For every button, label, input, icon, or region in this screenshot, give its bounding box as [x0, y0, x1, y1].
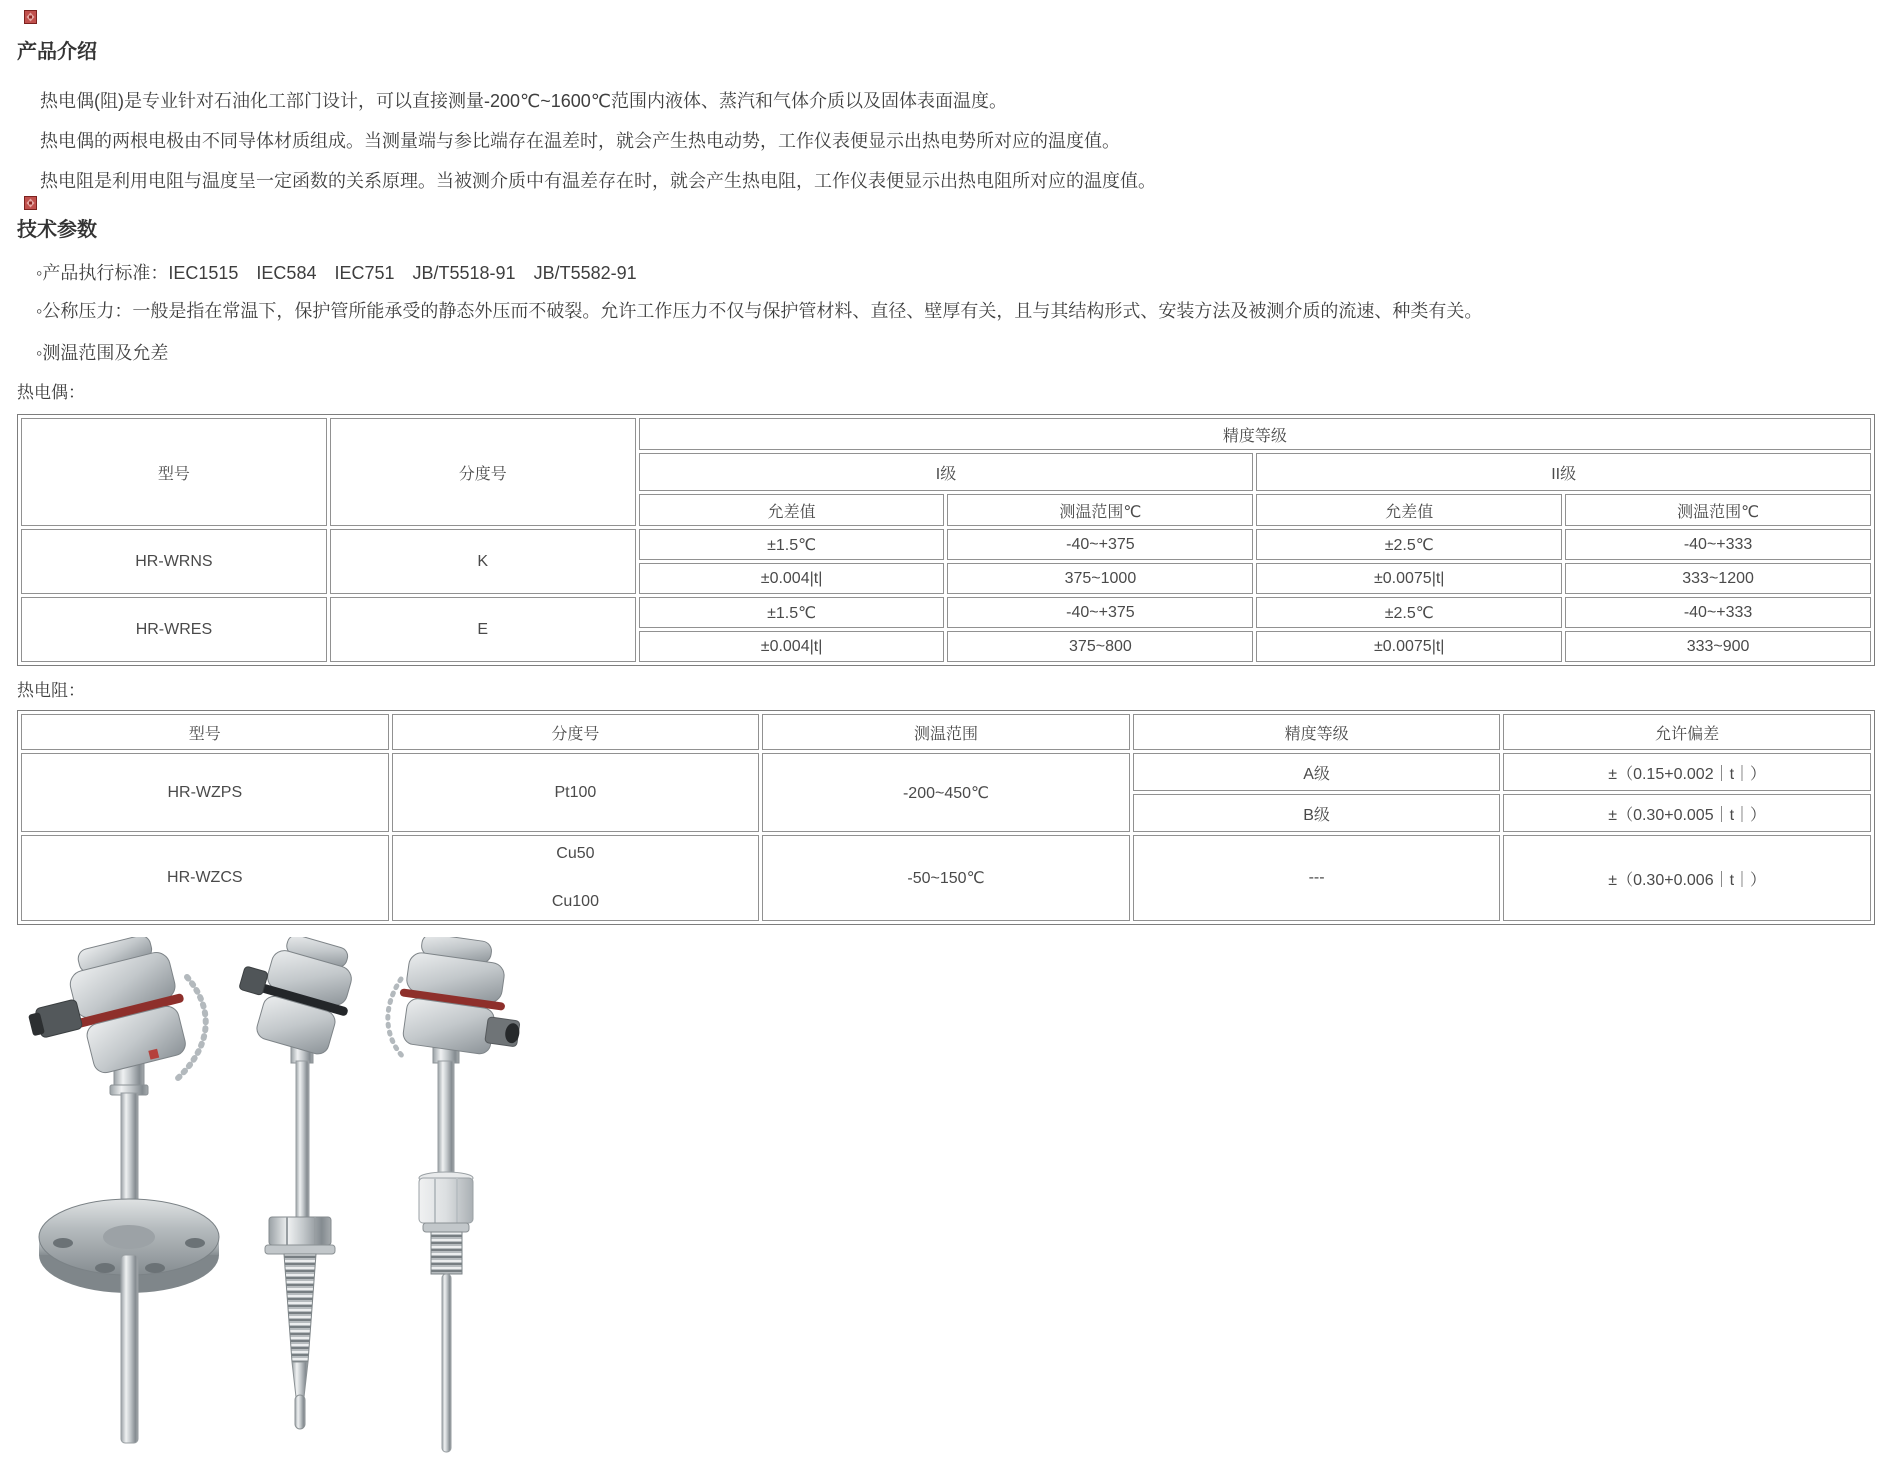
table-cell: 375~1000	[947, 563, 1253, 594]
table-header-cell-tolerance: 允差值	[1256, 494, 1562, 526]
table-header-cell-class-i: I级	[639, 453, 1254, 491]
table-header-cell-tolerance: 允差值	[639, 494, 945, 526]
section-marker-icon	[24, 10, 37, 24]
table-cell-graduation: E	[330, 597, 636, 662]
thermocouple-table	[17, 414, 1875, 666]
table-cell-model: HR-WZPS	[21, 753, 389, 832]
washer	[265, 1245, 335, 1254]
table-cell: ±0.0075|t|	[1256, 631, 1562, 662]
table-cell-deviation: ±（0.30+0.006｜t｜）	[1503, 835, 1871, 921]
table-cell-range: -50~150℃	[762, 835, 1130, 921]
threaded-collar	[431, 1232, 462, 1274]
table-header-cell-accuracy: 精度等级	[1133, 714, 1501, 750]
section-marker-icon	[24, 196, 37, 210]
table-cell-graduation	[392, 835, 760, 921]
stem-lower	[121, 1255, 138, 1443]
thermocouple-table-label: 热电偶：	[17, 383, 85, 402]
table-header-cell-deviation: 允许偏差	[1503, 714, 1871, 750]
table-cell-grade: B级	[1133, 794, 1501, 832]
table-header-cell-class-ii: II级	[1256, 453, 1871, 491]
connection-head	[27, 937, 197, 1088]
hex-nut	[269, 1217, 331, 1245]
bolt-hole	[185, 1238, 205, 1248]
tech-bullet-range: ◦测温范围及允差	[36, 343, 169, 363]
table-header-cell-model: 型号	[21, 418, 327, 526]
tech-section-title: 技术参数	[17, 219, 97, 241]
table-cell-deviation: ±（0.15+0.002｜t｜）	[1503, 753, 1871, 791]
intro-paragraph: 热电阻是利用电阻与温度呈一定函数的关系原理。当被测介质中有温差存在时，就会产生热电阻，工作仪表便显示出热电阻所对应的温度值。	[40, 171, 1156, 191]
table-header-cell-range: 测温范围℃	[1565, 494, 1871, 526]
bolt-hole	[95, 1263, 115, 1273]
table-cell: -40~+333	[1565, 529, 1871, 560]
table-header-cell-range: 测温范围	[762, 714, 1130, 750]
table-cell: ±1.5℃	[639, 597, 945, 628]
table-header-cell-model: 型号	[21, 714, 389, 750]
table-row	[21, 418, 1871, 450]
hex-nut	[419, 1178, 473, 1223]
table-cell: ±0.0075|t|	[1256, 563, 1562, 594]
table-cell: ±2.5℃	[1256, 529, 1562, 560]
table-cell: ±0.004|t|	[639, 631, 945, 662]
connection-head	[237, 937, 364, 1059]
table-cell: -40~+375	[947, 597, 1253, 628]
rtd-table	[17, 710, 1875, 925]
graduation-line: Cu50	[556, 845, 595, 862]
table-cell: ±1.5℃	[639, 529, 945, 560]
table-cell-deviation: ±（0.30+0.005｜t｜）	[1503, 794, 1871, 832]
bolt-hole	[145, 1263, 165, 1273]
flanged-thermocouple-photo	[27, 937, 237, 1462]
table-cell: -40~+375	[947, 529, 1253, 560]
tech-bullet-standards: ◦产品执行标准：IEC1515 IEC584 IEC751 JB/T5518-91 JB/T5582-91	[36, 263, 637, 283]
table-cell-range: -200~450℃	[762, 753, 1130, 832]
table-header-cell-range: 测温范围℃	[947, 494, 1253, 526]
tech-bullet-pressure: ◦公称压力：一般是指在常温下，保护管所能承受的静态外压而不破裂。允许工作压力不仅与保护管材料、直径、壁厚有关，且与其结构形式、安装方法及被测介质的流速、种类有关。	[36, 301, 1483, 321]
table-cell: 375~800	[947, 631, 1253, 662]
stem	[296, 1061, 309, 1217]
taper-tip	[292, 1362, 308, 1397]
table-row	[21, 597, 1871, 628]
stem	[438, 1061, 454, 1179]
table-cell-model: HR-WRES	[21, 597, 327, 662]
product-photos	[17, 937, 1875, 1462]
table-header-cell-accuracy: 精度等级	[639, 418, 1871, 450]
table-row	[21, 753, 1871, 791]
table-cell-model: HR-WRNS	[21, 529, 327, 594]
graduation-line: Cu100	[551, 893, 599, 910]
table-cell: -40~+333	[1565, 597, 1871, 628]
table-cell: 333~1200	[1565, 563, 1871, 594]
table-cell-grade: A级	[1133, 753, 1501, 791]
table-header-cell-graduation: 分度号	[330, 418, 636, 526]
washer	[423, 1223, 469, 1232]
table-cell-graduation: K	[330, 529, 636, 594]
table-header-cell-graduation: 分度号	[392, 714, 760, 750]
threaded-thermocouple-photo	[369, 937, 529, 1467]
table-row	[21, 835, 1871, 921]
table-cell: ±2.5℃	[1256, 597, 1562, 628]
intro-paragraph: 热电偶(阻)是专业针对石油化工部门设计，可以直接测量-200℃~1600℃范围内液体、蒸汽和气体介质以及固体表面温度。	[40, 91, 1007, 111]
tapered-threads	[284, 1254, 316, 1362]
table-cell: ±0.004|t|	[639, 563, 945, 594]
table-row	[21, 529, 1871, 560]
table-cell-graduation: Pt100	[392, 753, 760, 832]
tapered-thread-thermocouple-photo	[237, 937, 367, 1447]
intro-paragraph: 热电偶的两根电极由不同导体材质组成。当测量端与参比端存在温差时，就会产生热电动势，工作仪表便显示出热电势所对应的温度值。	[40, 131, 1120, 151]
rtd-table-label: 热电阻：	[17, 681, 85, 700]
table-row	[21, 714, 1871, 750]
thin-probe	[442, 1274, 451, 1452]
bolt-hole	[53, 1238, 73, 1248]
table-cell-model: HR-WZCS	[21, 835, 389, 921]
table-cell: 333~900	[1565, 631, 1871, 662]
connection-head	[393, 937, 529, 1059]
table-cell-grade: ---	[1133, 835, 1501, 921]
intro-section-title: 产品介绍	[17, 41, 97, 63]
